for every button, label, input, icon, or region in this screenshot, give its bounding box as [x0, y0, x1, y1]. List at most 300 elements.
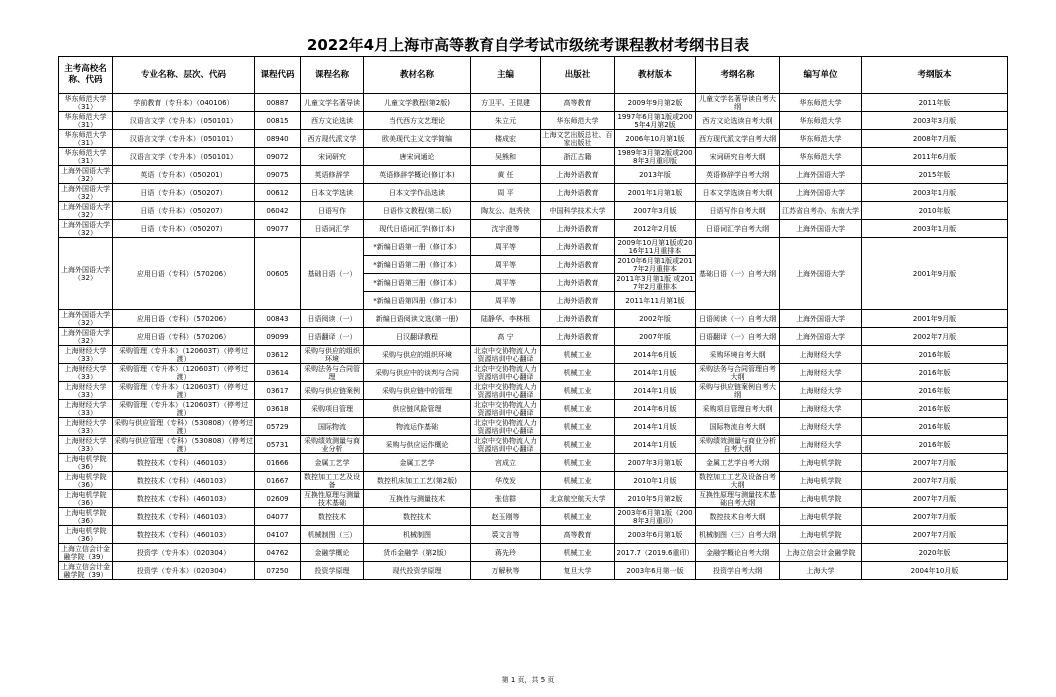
- cell-syllabus-version: 2007年7月版: [862, 454, 1008, 472]
- cell-course: 金融学概论: [301, 544, 364, 562]
- table-row: [59, 94, 1008, 112]
- column-header: 课程代码: [255, 57, 301, 94]
- cell-textbook: 现代投资学原理: [364, 562, 471, 580]
- table-row: [59, 400, 1008, 418]
- cell-syllabus: 机械制图（三）自考大纲: [696, 526, 780, 544]
- cell-school: 上海电机学院（36）: [59, 508, 113, 526]
- cell-syllabus-version: 2007年7月版: [862, 490, 1008, 508]
- cell-textbook: 物流运作基础: [364, 418, 471, 436]
- cell-course: 宋词研究: [301, 148, 364, 166]
- cell-syllabus: 采购与供应链案例自考大纲: [696, 382, 780, 400]
- cell-editor: 周平等: [471, 274, 541, 292]
- cell-school: 华东师范大学（31）: [59, 112, 113, 130]
- header-row: [59, 57, 1008, 94]
- cell-editor: 陆静华、李林根: [471, 310, 541, 328]
- cell-course: 采购与供应链案例: [301, 382, 364, 400]
- column-header: 编写单位: [780, 57, 862, 94]
- cell-school: 上海财经大学（33）: [59, 418, 113, 436]
- cell-publisher: 上海外语教育: [541, 274, 615, 292]
- cell-major: 日语（专升本）（050207）: [113, 202, 255, 220]
- cell-course: 机械制图（三）: [301, 526, 364, 544]
- syllabus-table: [58, 56, 1008, 580]
- cell-editor: 黄 任: [471, 166, 541, 184]
- cell-editor: 周平等: [471, 238, 541, 256]
- cell-edition: 1989年3月第2版或2008年3月重印版: [615, 148, 696, 166]
- cell-course: 金属工艺学: [301, 454, 364, 472]
- cell-editor: 宫成立: [471, 454, 541, 472]
- cell-syllabus-version: 2015年版: [862, 166, 1008, 184]
- cell-publisher: 上海外语教育: [541, 220, 615, 238]
- cell-compiler: 华东师范大学: [780, 130, 862, 148]
- cell-school: 上海电机学院（36）: [59, 454, 113, 472]
- cell-publisher: 机械工业: [541, 436, 615, 454]
- cell-compiler: 上海电机学院: [780, 454, 862, 472]
- cell-editor: 沈宇澄等: [471, 220, 541, 238]
- cell-textbook: 机械制图: [364, 526, 471, 544]
- cell-publisher: 上海外语教育: [541, 256, 615, 274]
- cell-code: 00612: [255, 184, 301, 202]
- cell-editor: 北京中交协物流人力资源培训中心翻译: [471, 382, 541, 400]
- cell-major: 应用日语（专科）（570206）: [113, 310, 255, 328]
- cell-school: 华东师范大学（31）: [59, 130, 113, 148]
- cell-compiler: 上海财经大学: [780, 436, 862, 454]
- cell-editor: 周平等: [471, 292, 541, 310]
- cell-textbook: 货币金融学（第2版）: [364, 544, 471, 562]
- cell-major: 采购管理（专升本）（120603T）（停考过渡）: [113, 346, 255, 364]
- cell-syllabus-version: 2003年1月版: [862, 220, 1008, 238]
- cell-edition: 2009年9月第2版: [615, 94, 696, 112]
- cell-code: 00815: [255, 112, 301, 130]
- cell-code: 04762: [255, 544, 301, 562]
- cell-code: 09072: [255, 148, 301, 166]
- cell-syllabus: 西方现代派文学自考大纲: [696, 130, 780, 148]
- table-row: [59, 364, 1008, 382]
- cell-school: 上海外国语大学（32）: [59, 166, 113, 184]
- cell-syllabus: 采购绩效测量与商业分析自考大纲: [696, 436, 780, 454]
- cell-editor: 高 宁: [471, 328, 541, 346]
- cell-editor: 裘文言等: [471, 526, 541, 544]
- table-row: [59, 130, 1008, 148]
- cell-compiler: 上海外国语大学: [780, 220, 862, 238]
- cell-course: 采购与供应的组织环境: [301, 346, 364, 364]
- cell-editor: 楼成宏: [471, 130, 541, 148]
- cell-syllabus-version: 2003年3月版: [862, 112, 1008, 130]
- cell-syllabus: 数控加工工艺及设备自考大纲: [696, 472, 780, 490]
- cell-syllabus-version: 2007年7月版: [862, 472, 1008, 490]
- cell-course: 日本文学选读: [301, 184, 364, 202]
- cell-edition: 2013年版: [615, 166, 696, 184]
- table-row: [59, 382, 1008, 400]
- cell-textbook: 日汉翻译教程: [364, 328, 471, 346]
- cell-publisher: 北京航空航天大学: [541, 490, 615, 508]
- table-row: [59, 148, 1008, 166]
- cell-major: 数控技术（专科）（460103）: [113, 454, 255, 472]
- table-row: [59, 238, 1008, 256]
- cell-editor: 赵玉刚等: [471, 508, 541, 526]
- cell-syllabus: 采购法务与合同管理自考大纲: [696, 364, 780, 382]
- cell-editor: 方卫平、王昆建: [471, 94, 541, 112]
- cell-edition: 1997年6月第1版或2005年4月第2版: [615, 112, 696, 130]
- cell-compiler: 上海外国语大学: [780, 238, 862, 310]
- cell-code: 01667: [255, 472, 301, 490]
- cell-school: 上海外国语大学（32）: [59, 238, 113, 310]
- cell-compiler: 上海电机学院: [780, 472, 862, 490]
- cell-edition: 2009年10月第1版或2016年11月重排本: [615, 238, 696, 256]
- cell-compiler: 上海电机学院: [780, 526, 862, 544]
- cell-code: 02609: [255, 490, 301, 508]
- cell-code: 04107: [255, 526, 301, 544]
- page-title: 2022年4月上海市高等教育自学考试市级统考课程教材考纲书目表: [306, 36, 750, 54]
- cell-textbook: 当代西方文艺理论: [364, 112, 471, 130]
- cell-edition: 2010年1月版: [615, 472, 696, 490]
- cell-school: 上海外国语大学（32）: [59, 310, 113, 328]
- cell-syllabus: 基础日语（一）自考大纲: [696, 238, 780, 310]
- table-row: [59, 202, 1008, 220]
- cell-textbook: 英语修辞学概论(修订本): [364, 166, 471, 184]
- cell-publisher: 浙江古籍: [541, 148, 615, 166]
- cell-syllabus: 投资学自考大纲: [696, 562, 780, 580]
- cell-textbook: 采购与供应中的谈判与合同: [364, 364, 471, 382]
- cell-school: 华东师范大学（31）: [59, 148, 113, 166]
- table-row: [59, 418, 1008, 436]
- cell-editor: 朱立元: [471, 112, 541, 130]
- cell-syllabus-version: 2016年版: [862, 382, 1008, 400]
- cell-school: 上海财经大学（33）: [59, 400, 113, 418]
- cell-syllabus: 日语阅读（一）自考大纲: [696, 310, 780, 328]
- cell-syllabus: 采购环境自考大纲: [696, 346, 780, 364]
- cell-code: 00887: [255, 94, 301, 112]
- cell-major: 汉语言文学（专升本）（050101）: [113, 148, 255, 166]
- cell-major: 日语（专升本）（050207）: [113, 220, 255, 238]
- cell-code: 06042: [255, 202, 301, 220]
- cell-syllabus-version: 2020年版: [862, 544, 1008, 562]
- cell-compiler: 上海外国语大学: [780, 328, 862, 346]
- cell-syllabus-version: 2004年10月版: [862, 562, 1008, 580]
- cell-compiler: 上海外国语大学: [780, 184, 862, 202]
- cell-course: 日语翻译（一）: [301, 328, 364, 346]
- cell-course: 采购法务与合同管理: [301, 364, 364, 382]
- cell-syllabus: 金融学概论自考大纲: [696, 544, 780, 562]
- cell-syllabus-version: 2011年版: [862, 94, 1008, 112]
- cell-code: 08940: [255, 130, 301, 148]
- cell-major: 数控技术（专科）（460103）: [113, 472, 255, 490]
- table-row: [59, 166, 1008, 184]
- cell-textbook: 采购与供应的组织环境: [364, 346, 471, 364]
- cell-major: 数控技术（专科）（460103）: [113, 508, 255, 526]
- cell-edition: 2012年2月版: [615, 220, 696, 238]
- cell-publisher: 上海外语教育: [541, 310, 615, 328]
- cell-textbook: 现代日语词汇学(修订本): [364, 220, 471, 238]
- cell-major: 汉语言文学（专升本）（050101）: [113, 112, 255, 130]
- cell-publisher: 华东师范大学: [541, 112, 615, 130]
- cell-syllabus-version: 2007年7月版: [862, 526, 1008, 544]
- cell-publisher: 机械工业: [541, 418, 615, 436]
- cell-syllabus-version: 2016年版: [862, 436, 1008, 454]
- cell-edition: 2007年3月第1版: [615, 454, 696, 472]
- cell-course: 数控技术: [301, 508, 364, 526]
- cell-edition: 2017.7（2019.6重印）: [615, 544, 696, 562]
- cell-major: 数控技术（专科）（460103）: [113, 526, 255, 544]
- cell-course: 西方文论选读: [301, 112, 364, 130]
- cell-code: 01666: [255, 454, 301, 472]
- cell-syllabus: 英语修辞学自考大纲: [696, 166, 780, 184]
- column-header: 专业名称、层次、代码: [113, 57, 255, 94]
- cell-school: 上海电机学院（36）: [59, 472, 113, 490]
- cell-compiler: 上海外国语大学: [780, 166, 862, 184]
- cell-edition: 2014年1月版: [615, 418, 696, 436]
- cell-textbook: 日本文学作品选读: [364, 184, 471, 202]
- cell-code: 03612: [255, 346, 301, 364]
- cell-major: 采购与供应管理（专科）（530808）（停考过渡）: [114, 436, 253, 453]
- cell-school: 上海外国语大学（32）: [59, 220, 113, 238]
- cell-compiler: 上海电机学院: [780, 490, 862, 508]
- cell-publisher: 上海外语教育: [541, 328, 615, 346]
- cell-major: 采购管理（专升本）（120603T）（停考过渡）: [113, 382, 255, 400]
- cell-syllabus: 互换性原理与测量技术基础自考大纲: [696, 490, 780, 508]
- cell-edition: 2010年6月第1版或2017年2月重排本: [615, 256, 696, 274]
- cell-compiler: 江苏省自考办、东南大学: [780, 202, 862, 220]
- cell-syllabus-version: 2016年版: [862, 364, 1008, 382]
- cell-major: 应用日语（专科）（570206）: [113, 328, 255, 346]
- cell-publisher: 上海文艺出版总社、百家出版社: [542, 130, 613, 147]
- cell-publisher: 上海外语教育: [541, 238, 615, 256]
- cell-textbook: 新编日语阅读文选(第一册): [364, 310, 471, 328]
- cell-code: 03618: [255, 400, 301, 418]
- cell-major: 汉语言文学（专升本）（050101）: [113, 130, 255, 148]
- cell-publisher: 机械工业: [541, 454, 615, 472]
- cell-major: 采购管理（专升本）（120603T）（停考过渡）: [113, 400, 255, 418]
- cell-syllabus: 数控技术自考大纲: [696, 508, 780, 526]
- cell-publisher: 上海外语教育: [541, 292, 615, 310]
- cell-textbook: *新编日语第三册（修订本）: [364, 274, 471, 292]
- cell-edition: 2007年3月版: [615, 202, 696, 220]
- table-row: [59, 454, 1008, 472]
- cell-compiler: 上海大学: [780, 562, 862, 580]
- cell-major: 英语（专升本）（050201）: [113, 166, 255, 184]
- cell-course: 西方现代派文学: [301, 130, 364, 148]
- cell-publisher: 机械工业: [541, 382, 615, 400]
- cell-compiler: 上海财经大学: [780, 382, 862, 400]
- cell-publisher: 机械工业: [541, 472, 615, 490]
- table-row: [59, 184, 1008, 202]
- cell-syllabus-version: 2016年版: [862, 418, 1008, 436]
- cell-publisher: 上海外语教育: [541, 184, 615, 202]
- cell-school: 上海立信会计金融学院（39）: [59, 544, 113, 562]
- column-header: 教材名称: [364, 57, 471, 94]
- cell-major: 数控技术（专科）（460103）: [113, 490, 255, 508]
- cell-syllabus-version: 2002年7月版: [862, 328, 1008, 346]
- cell-compiler: 上海电机学院: [780, 508, 862, 526]
- cell-edition: 2014年1月版: [615, 364, 696, 382]
- cell-edition: 2002年版: [615, 310, 696, 328]
- cell-school: 上海电机学院（36）: [59, 526, 113, 544]
- cell-school: 上海外国语大学（32）: [59, 184, 113, 202]
- cell-course: 采购绩效测量与商业分析: [301, 436, 364, 454]
- cell-editor: 北京中交协物流人力资源培训中心翻译: [471, 346, 541, 364]
- cell-edition: 2003年6月第一版: [615, 562, 696, 580]
- cell-editor: 北京中交协物流人力资源培训中心翻译: [471, 364, 541, 382]
- cell-edition: 2011年11月第1版: [615, 292, 696, 310]
- cell-syllabus-version: 2016年版: [862, 400, 1008, 418]
- table-row: [59, 220, 1008, 238]
- cell-syllabus: 日语翻译（一）自考大纲: [696, 328, 780, 346]
- cell-syllabus-version: 2008年7月版: [862, 130, 1008, 148]
- cell-edition: 2010年5月第2版: [615, 490, 696, 508]
- cell-publisher: 高等教育: [541, 94, 615, 112]
- cell-course: 投资学原理: [301, 562, 364, 580]
- cell-code: 05731: [255, 436, 301, 454]
- cell-editor: 北京中交协物流人力资源培训中心翻译: [471, 436, 541, 454]
- column-header: 教材版本: [615, 57, 696, 94]
- cell-course: 互换性原理与测量技术基础: [301, 490, 364, 508]
- cell-edition: 2014年6月版: [615, 346, 696, 364]
- table-row: [59, 544, 1008, 562]
- cell-edition: 2014年6月版: [615, 400, 696, 418]
- cell-code: 03614: [255, 364, 301, 382]
- cell-syllabus: 宋词研究自考大纲: [696, 148, 780, 166]
- table-row: [59, 472, 1008, 490]
- column-header: 考纲版本: [862, 57, 1008, 94]
- cell-editor: 万解秋等: [471, 562, 541, 580]
- cell-publisher: 上海外语教育: [541, 166, 615, 184]
- cell-edition: 2006年10月第1版: [615, 130, 696, 148]
- cell-publisher: 机械工业: [541, 346, 615, 364]
- cell-course: 英语修辞学: [301, 166, 364, 184]
- cell-syllabus: 国际物流自考大纲: [696, 418, 780, 436]
- cell-school: 华东师范大学（31）: [59, 94, 113, 112]
- cell-code: 07250: [255, 562, 301, 580]
- table-row: [59, 346, 1008, 364]
- cell-course: 日语写作: [301, 202, 364, 220]
- cell-code: 09075: [255, 166, 301, 184]
- cell-school: 上海财经大学（33）: [59, 436, 113, 454]
- cell-syllabus-version: 2011年6月版: [862, 148, 1008, 166]
- cell-school: 上海电机学院（36）: [59, 490, 113, 508]
- cell-course: 数控加工工艺及设备: [301, 472, 364, 490]
- cell-school: 上海外国语大学（32）: [59, 202, 113, 220]
- cell-course: 日语阅读（一）: [301, 310, 364, 328]
- cell-textbook: 日语作文教程(第二版): [364, 202, 471, 220]
- cell-editor: 周平等: [471, 256, 541, 274]
- cell-publisher: 机械工业: [541, 544, 615, 562]
- cell-syllabus: 日语写作自考大纲: [696, 202, 780, 220]
- cell-syllabus-version: 2016年版: [862, 346, 1008, 364]
- cell-code: 00605: [255, 238, 301, 310]
- cell-compiler: 上海外国语大学: [780, 310, 862, 328]
- cell-major: 学前教育（专升本）（040106）: [113, 94, 255, 112]
- cell-syllabus-version: 2001年9月版: [862, 238, 1008, 310]
- cell-textbook: 数控技术: [364, 508, 471, 526]
- column-header: 出版社: [541, 57, 615, 94]
- cell-editor: 华茂发: [471, 472, 541, 490]
- cell-edition: 2014年1月版: [615, 382, 696, 400]
- cell-textbook: 采购与供应运作概论: [364, 436, 471, 454]
- cell-code: 09077: [255, 220, 301, 238]
- cell-editor: 蒋先玲: [471, 544, 541, 562]
- cell-syllabus-version: 2007年7月版: [862, 508, 1008, 526]
- cell-code: 03617: [255, 382, 301, 400]
- cell-editor: 北京中交协物流人力资源培训中心翻译: [471, 418, 541, 436]
- cell-publisher: 机械工业: [541, 364, 615, 382]
- cell-school: 上海外国语大学（32）: [59, 328, 113, 346]
- cell-publisher: 高等教育: [541, 526, 615, 544]
- cell-code: 00843: [255, 310, 301, 328]
- cell-textbook: *新编日语第二册（修订本）: [364, 256, 471, 274]
- cell-textbook: *新编日语第一册（修订本）: [364, 238, 471, 256]
- cell-textbook: 唐宋词通论: [364, 148, 471, 166]
- cell-syllabus: 采购项目管理自考大纲: [696, 400, 780, 418]
- table-row: [59, 436, 1008, 454]
- cell-compiler: 华东师范大学: [780, 94, 862, 112]
- table-row: [59, 112, 1008, 130]
- cell-syllabus: 金属工艺学自考大纲: [696, 454, 780, 472]
- cell-school: 上海立信会计金融学院（39）: [59, 562, 113, 580]
- cell-textbook: 儿童文学教程(第2版): [364, 94, 471, 112]
- cell-edition: 2011年3月第1版 或2017年2月重排本: [616, 274, 694, 291]
- cell-syllabus-version: 2001年9月版: [862, 310, 1008, 328]
- table-row: [59, 490, 1008, 508]
- cell-textbook: *新编日语第四册（修订本）: [364, 292, 471, 310]
- cell-school: 上海财经大学（33）: [59, 364, 113, 382]
- cell-textbook: 金属工艺学: [364, 454, 471, 472]
- cell-course: 采购项目管理: [301, 400, 364, 418]
- cell-course: 儿童文学名著导读: [301, 94, 364, 112]
- cell-course: 日语词汇学: [301, 220, 364, 238]
- cell-edition: 2014年1月版: [615, 436, 696, 454]
- cell-textbook: 供应链风险管理: [364, 400, 471, 418]
- cell-edition: 2001年1月第1版: [615, 184, 696, 202]
- cell-major: 日语（专升本）（050207）: [113, 184, 255, 202]
- cell-syllabus: 日语词汇学自考大纲: [696, 220, 780, 238]
- cell-compiler: 华东师范大学: [780, 148, 862, 166]
- column-header: 考纲名称: [696, 57, 780, 94]
- cell-publisher: 复旦大学: [541, 562, 615, 580]
- table-row: [59, 328, 1008, 346]
- table-row: [59, 310, 1008, 328]
- cell-compiler: 上海财经大学: [780, 400, 862, 418]
- cell-publisher: 中国科学技术大学: [541, 202, 615, 220]
- cell-textbook: 采购与供应链中的管理: [364, 382, 471, 400]
- cell-major: 采购管理（专升本）（120603T）（停考过渡）: [113, 364, 255, 382]
- column-header: 课程名称: [301, 57, 364, 94]
- page-footer: 第 1 页，共 5 页: [501, 676, 555, 684]
- cell-compiler: 上海财经大学: [780, 364, 862, 382]
- cell-editor: 周 平: [471, 184, 541, 202]
- cell-compiler: 上海财经大学: [780, 418, 862, 436]
- cell-major: 投资学（专升本）（020304）: [113, 544, 255, 562]
- cell-syllabus-version: 2010年版: [862, 202, 1008, 220]
- cell-textbook: 欧美现代主义文学简编: [364, 130, 471, 148]
- cell-syllabus-version: 2003年1月版: [862, 184, 1008, 202]
- cell-syllabus: 日本文学选读自考大纲: [696, 184, 780, 202]
- cell-edition: 2003年6月第1版（2008年3月重印）: [615, 508, 696, 526]
- cell-compiler: 上海立信会计金融学院: [780, 544, 862, 562]
- cell-school: 上海财经大学（33）: [59, 346, 113, 364]
- table-row: [59, 562, 1008, 580]
- cell-publisher: 机械工业: [541, 508, 615, 526]
- table-row: [59, 526, 1008, 544]
- cell-syllabus: 西方文论选读自考大纲: [696, 112, 780, 130]
- cell-compiler: 华东师范大学: [780, 112, 862, 130]
- cell-syllabus: 儿童文学名著导读自考大纲: [696, 94, 780, 112]
- cell-school: 上海财经大学（33）: [59, 382, 113, 400]
- cell-edition: 2007年版: [615, 328, 696, 346]
- cell-editor: 陶友公、赵秀侠: [471, 202, 541, 220]
- column-header: 主编: [471, 57, 541, 94]
- cell-course: 国际物流: [301, 418, 364, 436]
- cell-major: 采购与供应管理（专科）（530808）（停考过渡）: [114, 418, 253, 435]
- cell-editor: 北京中交协物流人力资源培训中心翻译: [471, 400, 541, 418]
